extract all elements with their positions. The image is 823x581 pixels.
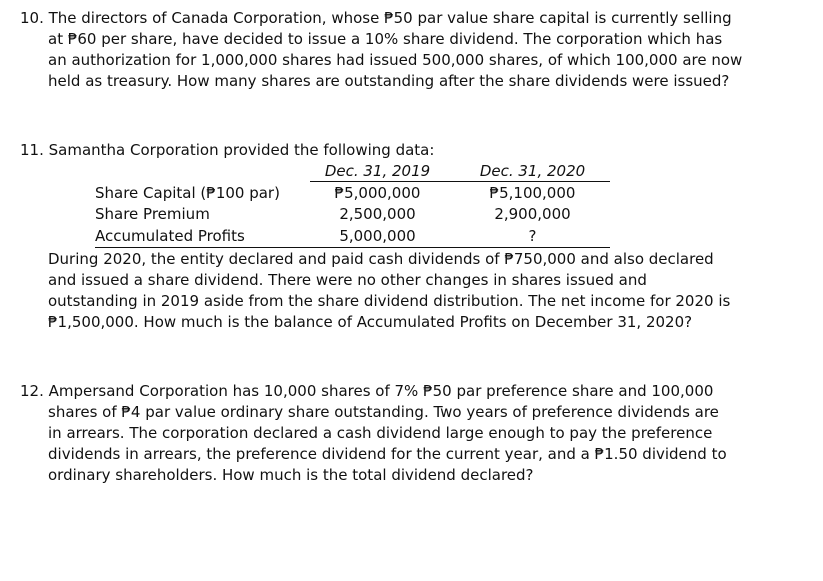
cell-2019: 2,500,000 [339,205,416,223]
q12-line: 12. Ampersand Corporation has 10,000 shares of 7% ₱50 par preference share and 100,000 [20,382,714,400]
cell-2020: ? [528,227,537,245]
q11-line: outstanding in 2019 aside from the share dividend distribution. The net income for 2020 is [48,292,731,310]
q10-line: at ₱60 per share, have decided to issue a 10% share dividend. The corporation which has [48,30,723,48]
q12-line: in arrears. The corporation declared a cash dividend large enough to pay the preference [48,424,713,442]
q12-line: dividends in arrears, the preference dividend for the current year, and a ₱1.50 dividend to [48,445,727,463]
table-bottom-rule [95,247,610,248]
question-10 [20,8,810,92]
q10-line: an authorization for 1,000,000 shares had issued 500,000 shares, of which 100,000 are now [48,51,743,69]
data-table [20,161,810,249]
cell-2019: ₱5,000,000 [334,184,421,202]
col-header-2020: Dec. 31, 2020 [479,162,586,180]
cell-2020: 2,900,000 [494,205,571,223]
q10-line: held as treasury. How many shares are outstanding after the share dividends were issued? [48,72,730,90]
q12-line: ordinary shareholders. How much is the total dividend declared? [48,466,534,484]
row-label: Share Capital (₱100 par) [95,184,280,202]
q11-line: and issued a share dividend. There were no other changes in shares issued and [48,271,647,289]
q10-line: 10. The directors of Canada Corporation, whose ₱50 par value share capital is currently selling [20,9,732,27]
row-label: Share Premium [95,205,210,223]
q11-intro: 11. Samantha Corporation provided the following data: [20,141,435,159]
col-header-2019: Dec. 31, 2019 [324,162,431,180]
row-label: Accumulated Profits [95,227,245,245]
question-11 [20,140,810,333]
q11-line: During 2020, the entity declared and paid cash dividends of ₱750,000 and also declared [48,250,714,268]
q12-line: shares of ₱4 par value ordinary share outstanding. Two years of preference dividends are [48,403,719,421]
question-12 [20,381,810,486]
cell-2020: ₱5,100,000 [489,184,576,202]
cell-2019: 5,000,000 [339,227,416,245]
q11-line: ₱1,500,000. How much is the balance of Accumulated Profits on December 31, 2020? [48,313,693,331]
